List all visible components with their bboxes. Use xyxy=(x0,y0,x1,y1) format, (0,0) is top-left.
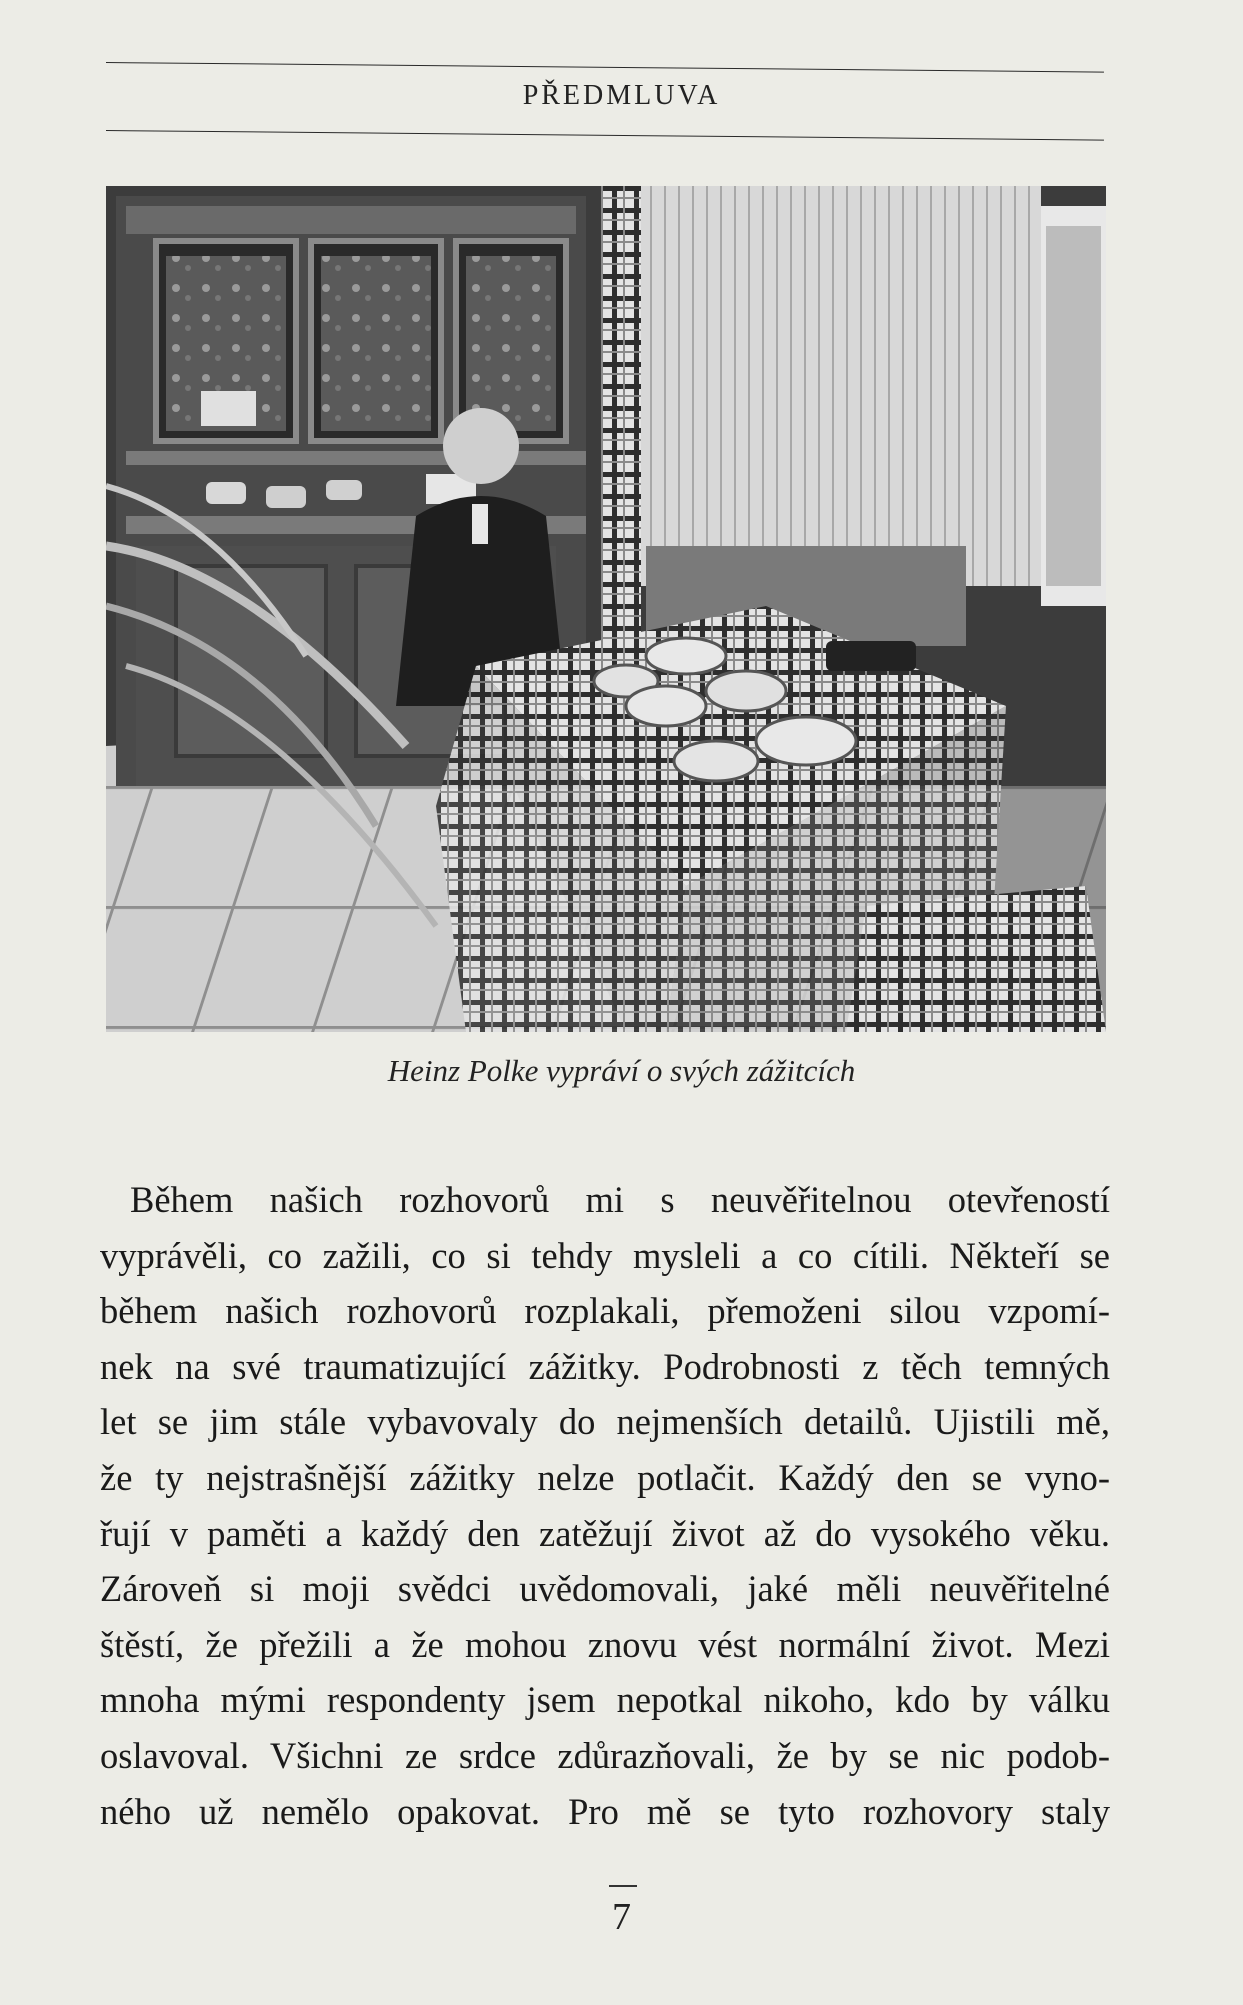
body-paragraph xyxy=(100,1172,1110,1839)
text-line: Zároveň si moji svědci uvědomovali, jaké měli neuvěřitelné xyxy=(100,1568,1110,1610)
header-rule-top xyxy=(106,62,1104,73)
text-line: nek na své traumatizující zážitky. Podrobnosti z těch temných xyxy=(100,1345,1110,1387)
text-line: že ty nejstrašnější zážitky nelze potlačit. Každý den se vyno- xyxy=(100,1456,1110,1498)
text-line: během našich rozhovorů rozplakali, přemoženi silou vzpomí- xyxy=(100,1290,1110,1332)
text-line: oslavoval. Všichni ze srdce zdůrazňovali, že by se nic podob- xyxy=(100,1734,1110,1776)
text-line: mnoha mými respondenty jsem nepotkal nikoho, kdo by válku xyxy=(100,1679,1110,1721)
text-line: ného už nemělo opakovat. Pro mě se tyto rozhovory staly xyxy=(100,1790,1110,1832)
running-head: PŘEDMLUVA xyxy=(522,80,721,111)
page-number: 7 xyxy=(612,1896,631,1938)
text-line: vyprávěli, co zažili, co si tehdy mysleli a co cítili. Někteří se xyxy=(100,1234,1110,1276)
figure-caption: Heinz Polke vypráví o svých zážitcích xyxy=(387,1053,856,1088)
text-line: Během našich rozhovorů mi s neuvěřitelnou otevřeností xyxy=(130,1179,1110,1220)
text-line: štěstí, že přežili a že mohou znovu vést normální život. Mezi xyxy=(100,1623,1110,1665)
header-rule-bottom xyxy=(106,130,1104,141)
text-line: let se jim stále vybavovaly do nejmenších detailů. Ujistili mě, xyxy=(100,1401,1110,1443)
text-line: řují v paměti a každý den zatěžují život až do vysokého věku. xyxy=(100,1512,1110,1554)
photograph xyxy=(106,186,1106,1032)
page-number-rule xyxy=(609,1885,637,1887)
